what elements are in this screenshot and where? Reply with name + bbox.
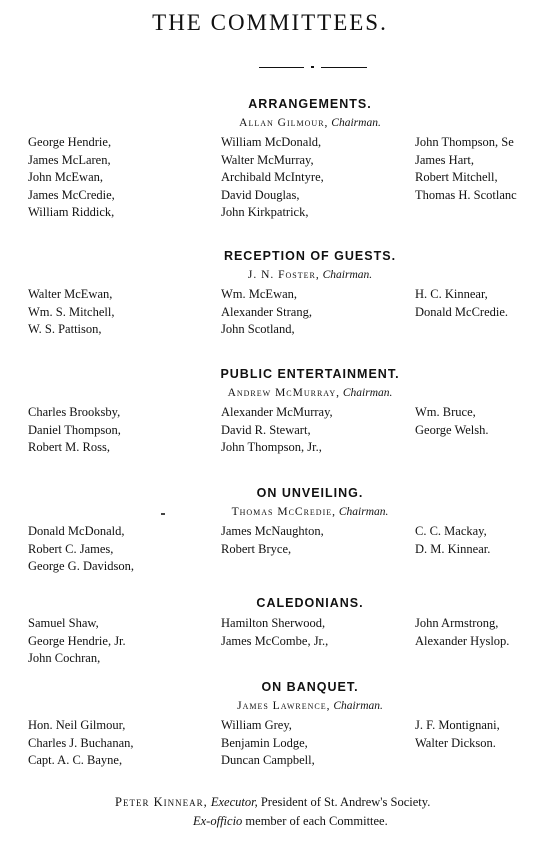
member-name: Robert C. James,	[28, 541, 114, 556]
member-column	[28, 717, 134, 770]
member-name: Alexander Strang,	[221, 304, 312, 319]
chairman-name: Allan Gilmour,	[239, 117, 329, 129]
title-divider	[259, 65, 367, 71]
member-name: Hamilton Sherwood,	[221, 616, 326, 630]
member-name: Wm. McEwan,	[221, 287, 298, 301]
member-name: Charles J. Buchanan,	[28, 735, 134, 750]
committee-chairman	[80, 697, 540, 715]
member-name: Walter McMurray,	[221, 152, 314, 167]
executor-name: Peter Kinnear,	[115, 795, 208, 809]
member-column	[221, 286, 312, 339]
member-column	[28, 523, 134, 576]
print-mark	[161, 513, 165, 515]
member-column	[221, 523, 324, 558]
committee-chairman	[80, 503, 540, 521]
member-name: John Kirkpatrick,	[221, 205, 309, 219]
member-column	[415, 523, 490, 558]
member-name: Donald McCredie.	[415, 304, 509, 319]
member-name: William McDonald,	[221, 135, 322, 149]
member-name: George Welsh.	[415, 422, 489, 437]
member-name: James McLaren,	[28, 152, 111, 167]
member-name: Capt. A. C. Bayne,	[28, 753, 123, 767]
committee-chairman	[80, 384, 540, 402]
member-name: H. C. Kinnear,	[415, 287, 488, 301]
member-name: John Scotland,	[221, 322, 295, 336]
member-column	[415, 286, 508, 321]
chairman-title: Chairman.	[333, 700, 383, 712]
chairman-name: J. N. Foster,	[247, 269, 320, 281]
member-name: James Hart,	[415, 152, 475, 167]
chairman-name: Andrew McMurray,	[227, 387, 341, 399]
executor-description: President of St. Andrew's Society.	[257, 795, 431, 809]
member-name: Walter McEwan,	[28, 287, 113, 301]
member-name: Benjamin Lodge,	[221, 735, 308, 750]
member-name: W. S. Pattison,	[28, 322, 102, 336]
member-column	[415, 404, 489, 439]
member-name: David Douglas,	[221, 187, 300, 202]
member-name: John McEwan,	[28, 170, 103, 184]
chairman-title: Chairman.	[322, 269, 373, 281]
member-column	[415, 717, 500, 752]
member-name: David R. Stewart,	[221, 422, 311, 437]
member-name: John Armstrong,	[415, 616, 499, 630]
member-name: Charles Brooksby,	[28, 405, 121, 419]
member-name: Wm. S. Mitchell,	[28, 304, 115, 319]
member-column	[415, 134, 517, 204]
chairman-title: Chairman.	[331, 117, 381, 129]
committee-chairman	[80, 266, 540, 284]
page-title: THE COMMITTEES.	[152, 10, 388, 35]
chairman-name: Thomas McCredie,	[231, 506, 337, 518]
committee-heading: ARRANGEMENTS.	[248, 97, 372, 111]
member-name: Thomas H. Scotlanc	[415, 187, 517, 202]
member-name: Wm. Bruce,	[415, 405, 476, 419]
committee-heading: PUBLIC ENTERTAINMENT.	[220, 367, 400, 381]
member-name: Robert M. Ross,	[28, 440, 110, 454]
chairman-name: James Lawrence,	[237, 700, 331, 712]
member-name: George G. Davidson,	[28, 559, 134, 573]
member-name: Alexander McMurray,	[221, 405, 333, 419]
member-name: Alexander Hyslop.	[415, 633, 510, 648]
footer-line-1	[115, 795, 430, 810]
member-column	[221, 615, 328, 650]
member-name: Hon. Neil Gilmour,	[28, 718, 126, 732]
committee-heading: CALEDONIANS.	[256, 596, 364, 610]
member-columns	[0, 134, 540, 234]
member-name: Archibald McIntyre,	[221, 170, 324, 184]
member-name: Walter Dickson.	[415, 735, 496, 750]
footer-line-2	[193, 814, 388, 829]
member-name: John Thompson, Jr.,	[221, 440, 322, 454]
member-name: D. M. Kinnear.	[415, 541, 491, 556]
member-name: George Hendrie,	[28, 135, 112, 149]
committee-chairman	[80, 114, 540, 132]
member-name: John Cochran,	[28, 651, 101, 665]
member-name: John Thompson, Se	[415, 135, 514, 149]
committee-heading: ON BANQUET.	[261, 680, 359, 694]
member-name: Daniel Thompson,	[28, 422, 121, 437]
member-column	[28, 286, 114, 339]
member-name: Samuel Shaw,	[28, 616, 99, 630]
member-column	[28, 134, 115, 222]
member-name: Robert Mitchell,	[415, 170, 498, 184]
chairman-title: Chairman.	[342, 387, 393, 399]
member-name: James McCombe, Jr.,	[221, 633, 329, 648]
member-column	[221, 717, 315, 770]
member-name: J. F. Montignani,	[415, 718, 500, 732]
chairman-title: Chairman.	[338, 506, 389, 518]
member-name: William Riddick,	[28, 205, 115, 219]
executor-role: Executor,	[210, 795, 258, 809]
member-name: James McCredie,	[28, 187, 115, 202]
member-column	[221, 134, 324, 222]
member-name: C. C. Mackay,	[415, 524, 487, 538]
member-column	[221, 404, 333, 457]
committee-heading: ON UNVEILING.	[256, 486, 364, 500]
ex-officio-text: member of each Committee.	[242, 814, 388, 828]
ex-officio-label: Ex-officio	[193, 814, 243, 828]
member-name: George Hendrie, Jr.	[28, 633, 126, 648]
member-column	[28, 404, 121, 457]
committee-heading: RECEPTION OF GUESTS.	[223, 249, 397, 263]
member-name: William Grey,	[221, 718, 292, 732]
member-name: Robert Bryce,	[221, 541, 292, 556]
member-name: Duncan Campbell,	[221, 753, 315, 767]
member-column	[28, 615, 126, 668]
member-name: James McNaughton,	[221, 524, 324, 538]
committee-section	[0, 94, 540, 234]
member-column	[415, 615, 509, 650]
member-name: Donald McDonald,	[28, 524, 125, 538]
